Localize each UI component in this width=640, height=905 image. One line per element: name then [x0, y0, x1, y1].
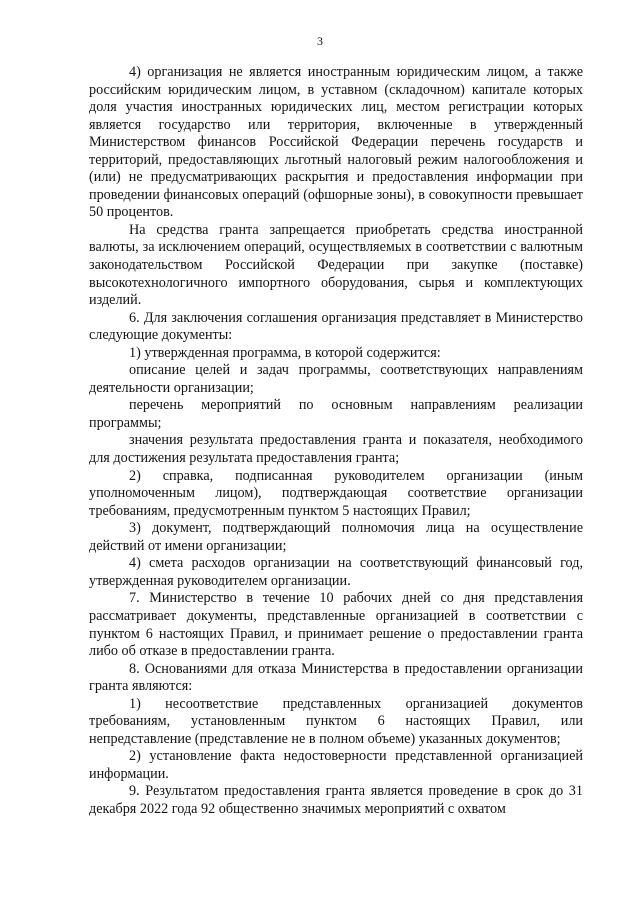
- paragraph-goals-description: описание целей и задач программы, соответствующих направлениям деятельности организации;: [89, 362, 583, 396]
- paragraph-item-6: 6. Для заключения соглашения организация представляет в Министерство следующие документы:: [89, 309, 583, 344]
- paragraph-currency-restriction: На средства гранта запрещается приобретать средства иностранной валюты, за исключением операций, осуществляемых в соответствии с валютным законодательством Российской Федерации при закупке (поставке) высокотехнологичного импортного оборудования, сырья и комплектующих изделий.: [89, 221, 583, 309]
- paragraph-item-9: 9. Результатом предоставления гранта является проведение в срок до 31 декабря 2022 года 92 общественно значимых мероприятий с охватом: [89, 783, 583, 817]
- paragraph-authority-document: 3) документ, подтверждающий полномочия лица на осуществление действий от имени организации;: [89, 520, 583, 554]
- paragraph-foreign-entity: 4) организация не является иностранным юридическим лицом, а также российским юридическим лицом, в уставном (складочном) капитале которых доля участия иностранных юридических лиц, местом регистрации которых является государство или территория, включенные в утвержденный Министерством финансов Российской Федерации перечень государств и территорий, предоставляющих льготный налоговый режим налогообложения и (или) не предусматривающих раскрытия и предоставления информации при проведении финансовых операций (офшорные зоны), в совокупности превышает 50 процентов.: [89, 64, 583, 221]
- paragraph-item-7: 7. Министерство в течение 10 рабочих дней со дня представления рассматривает документы, представленные организацией в соответствии с пунктом 6 настоящих Правил, и принимает решение о предоставлении гранта либо об отказе в предоставлении гранта.: [89, 590, 583, 660]
- paragraph-approved-program: 1) утвержденная программа, в которой содержится:: [129, 344, 441, 361]
- paragraph-unreliable-info: 2) установление факта недостоверности представленной организацией информации.: [89, 748, 583, 782]
- paragraph-activity-list: перечень мероприятий по основным направлениям реализации программы;: [89, 397, 583, 431]
- document-body: [89, 64, 583, 819]
- page-number: 3: [317, 34, 323, 48]
- paragraph-result-values: значения результата предоставления гранта и показателя, необходимого для достижения результата предоставления гранта;: [89, 432, 583, 467]
- paragraph-noncompliance: 1) несоответствие представленных организацией документов требованиям, установленным пунктом 6 настоящих Правил, или непредставление (представление не в полном объеме) указанных документов;: [89, 695, 583, 747]
- paragraph-certificate: 2) справка, подписанная руководителем организации (иным уполномоченным лицом), подтверждающая соответствие организации требованиям, предусмотренным пунктом 5 настоящих Правил;: [89, 467, 583, 519]
- paragraph-expense-estimate: 4) смета расходов организации на соответствующий финансовый год, утвержденная руководителем организации.: [89, 555, 583, 589]
- paragraph-item-8: 8. Основаниями для отказа Министерства в предоставлении организации гранта являются:: [89, 660, 583, 695]
